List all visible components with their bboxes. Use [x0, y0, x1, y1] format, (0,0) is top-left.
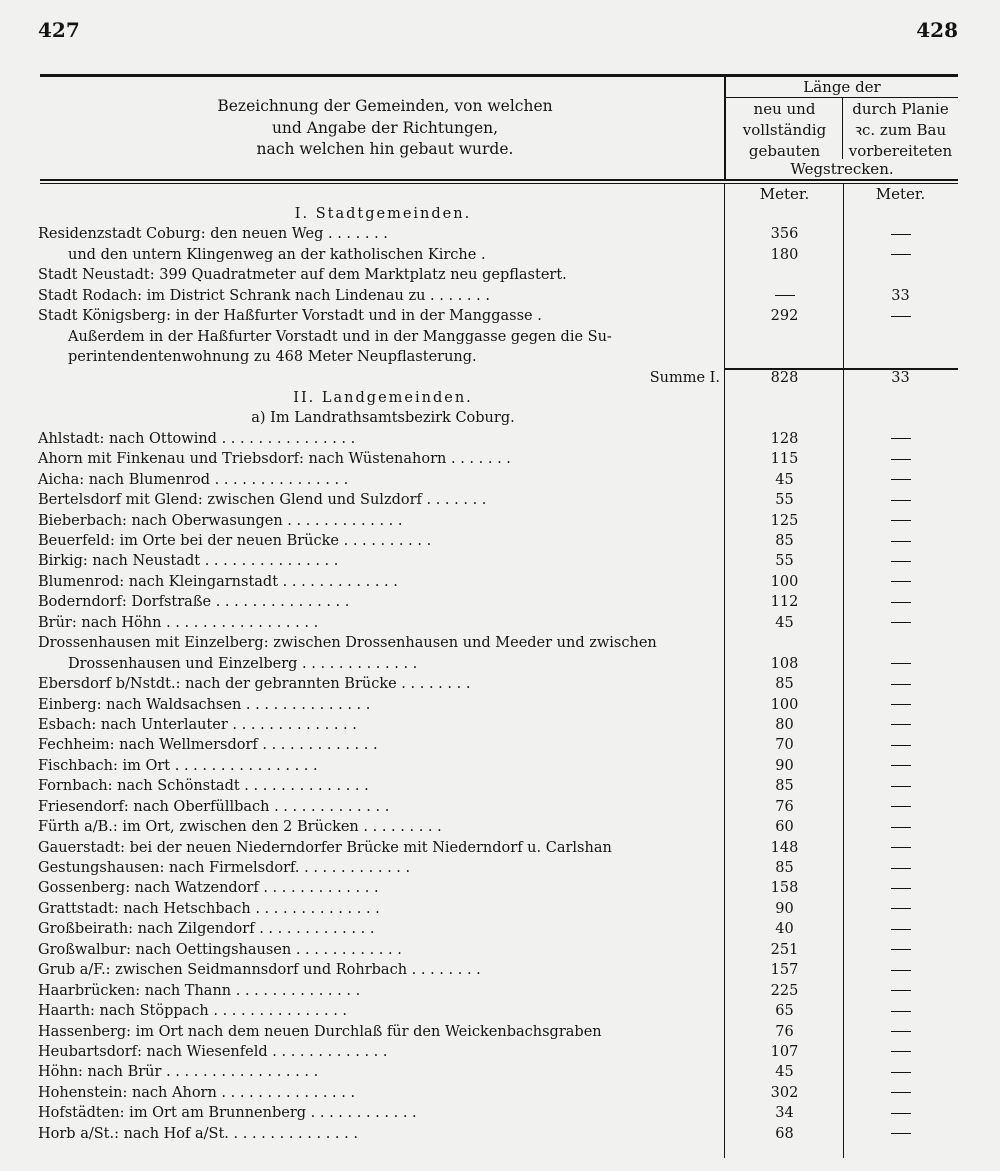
leader-dots: . . . . . . . . . . . . .: [269, 798, 390, 815]
leader-dots: . . . . . . . . . .: [339, 533, 432, 549]
table-body: [38, 204, 960, 1144]
meters-new-cell: 40: [775, 921, 794, 938]
leader-dots: . . . . . . .: [425, 287, 490, 304]
table-row: [38, 899, 960, 919]
dash-mark: [891, 234, 911, 235]
row-label: Fechheim: nach Wellmersdorf . . . . . . . . . . . . .: [38, 737, 378, 754]
meters-new-cell: 302: [770, 1084, 799, 1101]
leader-dots: . . . . . . . . . . . . .: [278, 573, 398, 590]
row-label: Großbeirath: nach Zilgendorf . . . . . . . . . . . . .: [38, 921, 375, 938]
table-row: [38, 224, 960, 244]
meters-new-cell: 85: [775, 778, 794, 795]
description-column-header: [60, 96, 710, 161]
dash-mark: [891, 1072, 911, 1073]
row-label: Stadt Königsberg: in der Haßfurter Vorstadt und in der Manggasse .: [38, 308, 542, 325]
meters-prepared-cell: [845, 470, 956, 490]
meters-prepared-cell: [845, 1022, 956, 1042]
dash-mark: [775, 295, 795, 296]
row-label: Grattstadt: nach Hetschbach . . . . . . . . . . . . . .: [38, 900, 380, 917]
leader-dots: . . . . . . . . . . . . . .: [227, 716, 357, 733]
table-row: [38, 878, 960, 898]
column-header-line: vollständig: [742, 121, 827, 139]
leader-dots: . . . . . . . . . . . . . .: [250, 900, 380, 917]
leader-dots: . . . . . . . . .: [358, 819, 442, 836]
table-row: [38, 1103, 960, 1123]
leader-dots: .: [532, 308, 542, 325]
dash-mark: [891, 724, 911, 725]
leader-dots: . . . . . . . .: [396, 676, 471, 693]
row-label: Fischbach: im Ort . . . . . . . . . . . . . . . .: [38, 757, 318, 774]
dash-mark: [891, 438, 911, 439]
meters-prepared-cell: [845, 756, 956, 776]
table-row: [38, 674, 960, 694]
row-label: II. Landgemeinden.: [293, 389, 473, 406]
header-bottom-rule: [40, 179, 958, 181]
row-label: Gauerstadt: bei der neuen Niederndorfer Brücke mit Niederndorf u. Carlshan: [38, 839, 612, 856]
table-row: [38, 633, 960, 653]
row-label: perintendentenwohnung zu 468 Meter Neupflasterung.: [68, 349, 477, 366]
table-row: [38, 981, 960, 1001]
leader-dots: . . . . . . . . . . . . .: [282, 512, 403, 529]
table-row: [38, 327, 960, 347]
meters-new-cell: 108: [770, 655, 799, 672]
leader-dots: . . . . . . . . . . . . .: [267, 1043, 388, 1060]
table-row: [38, 1083, 960, 1103]
meters-prepared-cell: [845, 919, 956, 939]
meters-prepared-cell: [845, 695, 956, 715]
meters-prepared-cell: [845, 572, 956, 592]
leader-dots: . . . . . . . . . . . . . . . . .: [161, 614, 319, 631]
row-label: Ebersdorf b/Nstdt.: nach der gebrannten Brücke . . . . . . . .: [38, 676, 471, 693]
dash-mark: [891, 704, 911, 705]
top-rule: [40, 74, 958, 77]
row-label: Hassenberg: im Ort nach dem neuen Durchlaß für den Weickenbachsgraben: [38, 1023, 602, 1040]
row-label: Haarbrücken: nach Thann . . . . . . . . . . . . . .: [38, 982, 361, 999]
meters-prepared-cell: [845, 245, 956, 265]
meters-prepared-cell: [845, 429, 956, 449]
dash-mark: [891, 929, 911, 930]
row-label: Großwalbur: nach Oettingshausen . . . . . . . . . . . .: [38, 941, 402, 958]
dash-mark: [891, 684, 911, 685]
table-row: [38, 572, 960, 592]
table-row: [38, 265, 960, 285]
meters-new-cell: 356: [770, 226, 799, 243]
row-label: Gossenberg: nach Watzendorf . . . . . . . . . . . . .: [38, 880, 379, 897]
meters-new-cell: 76: [775, 798, 794, 815]
meters-new-cell: 90: [775, 900, 794, 917]
table-row: [38, 838, 960, 858]
meters-prepared-cell: [845, 1042, 956, 1062]
row-label: Drossenhausen und Einzelberg . . . . . . . . . . . . .: [68, 655, 418, 672]
meters-prepared-cell: 33: [891, 287, 910, 304]
meters-new-cell: 34: [775, 1105, 794, 1122]
table-row: [38, 551, 960, 571]
dash-mark: [891, 561, 911, 562]
dash-mark: [891, 500, 911, 501]
unit-label-prepared: Meter.: [875, 185, 926, 203]
table-row: [38, 940, 960, 960]
dash-mark: [891, 970, 911, 971]
dash-mark: [891, 254, 911, 255]
leader-dots: . . . . . . . . . . . .: [299, 860, 411, 876]
row-label: Außerdem in der Haßfurter Vorstadt und in der Manggasse gegen die Su-: [68, 328, 612, 345]
meters-new-cell: 148: [770, 839, 799, 856]
meters-new-cell: 251: [770, 941, 799, 958]
table-row: [38, 245, 960, 265]
meters-new-cell: 55: [775, 553, 794, 570]
row-label: Stadt Rodach: im District Schrank nach Lindenau zu . . . . . . .: [38, 287, 490, 304]
meters-prepared-cell: [845, 306, 956, 326]
row-label: Stadt Neustadt: 399 Quadratmeter auf dem Marktplatz neu gepflastert.: [38, 267, 567, 284]
column-header-line: neu und: [753, 100, 816, 118]
meters-new-cell: 125: [770, 512, 799, 529]
meters-new-cell: [728, 286, 841, 306]
meters-new-cell: 45: [775, 614, 794, 631]
dash-mark: [891, 622, 911, 623]
table-row: [38, 1042, 960, 1062]
meters-prepared-cell: [845, 490, 956, 510]
leader-dots: . . . . . . . . . . . . .: [297, 655, 418, 672]
row-label: Aicha: nach Blumenrod . . . . . . . . . . . . . . .: [38, 471, 349, 488]
meters-new-cell: 45: [775, 471, 794, 488]
leader-dots: . . . . . . . . . . . . . .: [241, 696, 371, 713]
dash-mark: [891, 541, 911, 542]
page-number-left: 427: [38, 18, 80, 42]
row-label: Fornbach: nach Schönstadt . . . . . . . . . . . . . .: [38, 778, 369, 795]
leader-dots: .: [476, 246, 486, 263]
row-label: Esbach: nach Unterlauter . . . . . . . . . . . . . .: [38, 716, 357, 733]
meters-new-cell: 65: [775, 1003, 794, 1020]
meters-new-cell: 68: [775, 1125, 794, 1142]
leader-dots: . . . . . . .: [323, 226, 388, 243]
meters-prepared-cell: [845, 715, 956, 735]
table-row: [38, 429, 960, 449]
dash-mark: [891, 786, 911, 787]
dash-mark: [891, 602, 911, 603]
meters-new-cell: 45: [775, 1064, 794, 1081]
table-row: [38, 756, 960, 776]
meters-prepared-cell: [845, 899, 956, 919]
column-header-line: gebauten: [748, 142, 821, 160]
meters-new-cell: 85: [775, 533, 794, 549]
column-header-line: vorbereiteten: [848, 142, 953, 160]
row-label: Summe I.: [649, 369, 720, 386]
dash-mark: [891, 868, 911, 869]
dash-mark: [891, 663, 911, 664]
prepared-column-header: [845, 99, 956, 162]
dash-mark: [891, 745, 911, 746]
table-row: [38, 286, 960, 306]
table-row: [38, 470, 960, 490]
leader-dots: . . . . . . . . . . . . . . .: [216, 1084, 356, 1101]
leader-dots: . . . . . . . . . . . . . .: [239, 778, 369, 795]
table-row: [38, 449, 960, 469]
table-row: [38, 613, 960, 633]
meters-prepared-cell: [845, 1103, 956, 1123]
column-header-line: ꝛc. zum Bau: [854, 121, 947, 139]
meters-new-cell: 107: [770, 1043, 799, 1060]
dash-mark: [891, 1133, 911, 1134]
table-row: [38, 858, 960, 878]
table-row: [38, 511, 960, 531]
meters-prepared-cell: [845, 1062, 956, 1082]
dash-mark: [891, 888, 911, 889]
section-heading-row: [38, 388, 960, 408]
meters-prepared-cell: [845, 654, 956, 674]
length-column-footer: Wegstrecken.: [790, 160, 894, 178]
row-label: Heubartsdorf: nach Wiesenfeld . . . . . . . . . . . . .: [38, 1043, 388, 1060]
meters-new-cell: 100: [770, 573, 799, 590]
row-label: Boderndorf: Dorfstraße . . . . . . . . . . . . . . .: [38, 594, 350, 611]
meters-new-cell: 80: [775, 716, 794, 733]
leader-dots: . . . . . . . . . . . . . . .: [208, 1003, 348, 1020]
dash-mark: [891, 847, 911, 848]
row-label: und den untern Klingenweg an der katholischen Kirche .: [68, 246, 486, 263]
table-row: [38, 695, 960, 715]
meters-prepared-cell: [845, 674, 956, 694]
row-label: Fürth a/B.: im Ort, zwischen den 2 Brücken . . . . . . . . .: [38, 819, 442, 836]
table-row: [38, 1001, 960, 1021]
row-label: Hohenstein: nach Ahorn . . . . . . . . . . . . . . .: [38, 1084, 356, 1101]
subcolumn-divider-upper: [842, 97, 843, 159]
meters-new-cell: 85: [775, 676, 794, 693]
dash-mark: [891, 1011, 911, 1012]
meters-new-cell: 828: [770, 369, 799, 386]
dash-mark: [891, 520, 911, 521]
meters-new-cell: 112: [770, 594, 799, 611]
row-label: Friesendorf: nach Oberfüllbach . . . . . . . . . . . . .: [38, 798, 390, 815]
meters-new-cell: 76: [775, 1023, 794, 1040]
table-row: [38, 306, 960, 326]
meters-new-cell: 292: [770, 308, 799, 325]
description-header-line: und Angabe der Richtungen,: [271, 118, 499, 137]
meters-prepared-cell: [845, 449, 956, 469]
meters-prepared-cell: [845, 1083, 956, 1103]
row-label: Grub a/F.: zwischen Seidmannsdorf und Rohrbach . . . . . . . .: [38, 962, 481, 979]
leader-dots: . . . . . . .: [446, 451, 511, 468]
dash-mark: [891, 949, 911, 950]
leader-dots: . . . . . . . . . . . . . . . .: [170, 757, 318, 774]
table-row: [38, 960, 960, 980]
new-built-column-header: [728, 99, 841, 162]
meters-new-cell: 115: [770, 451, 799, 468]
leader-dots: . . . . . . . . . . . . .: [254, 921, 375, 938]
subtotal-row: [38, 368, 960, 388]
table-row: [38, 919, 960, 939]
leader-dots: . . . . . . . . . . . . . . .: [200, 553, 339, 570]
meters-prepared-cell: [845, 878, 956, 898]
table-row: [38, 735, 960, 755]
row-label: Beuerfeld: im Orte bei der neuen Brücke . . . . . . . . . .: [38, 533, 432, 549]
dash-mark: [891, 765, 911, 766]
leader-dots: . . . . . . . .: [407, 962, 481, 979]
page-number-right: 428: [916, 18, 958, 42]
meters-prepared-cell: [845, 1001, 956, 1021]
table-row: [38, 490, 960, 510]
dash-mark: [891, 806, 911, 807]
dash-mark: [891, 479, 911, 480]
dash-mark: [891, 1113, 911, 1114]
dash-mark: [891, 1051, 911, 1052]
row-label: Birkig: nach Neustadt . . . . . . . . . . . . . . .: [38, 553, 339, 570]
table-row: [38, 1022, 960, 1042]
row-label: Höhn: nach Brür . . . . . . . . . . . . . . . . .: [38, 1064, 319, 1081]
row-label: Ahorn mit Finkenau und Triebsdorf: nach Wüstenahorn . . . . . . .: [38, 451, 511, 468]
header-bottom-rule-2: [40, 183, 958, 184]
column-header-line: durch Planie: [852, 100, 949, 118]
row-label: Brür: nach Höhn . . . . . . . . . . . . . . . . .: [38, 614, 319, 631]
meters-prepared-cell: [845, 838, 956, 858]
unit-label-new: Meter.: [759, 185, 810, 203]
leader-dots: . . . . . . . . . . . . .: [258, 880, 379, 897]
row-label: Hofstädten: im Ort am Brunnenberg . . . . . . . . . . . .: [38, 1105, 417, 1122]
table-row: [38, 776, 960, 796]
meters-prepared-cell: 33: [891, 369, 910, 386]
meters-prepared-cell: [845, 613, 956, 633]
table-row: [38, 347, 960, 367]
meters-prepared-cell: [845, 735, 956, 755]
table-row: [38, 531, 960, 551]
description-header-line: Bezeichnung der Gemeinden, von welchen: [217, 97, 553, 115]
table-row: [38, 1124, 960, 1144]
meters-new-cell: 157: [770, 962, 799, 979]
meters-prepared-cell: [845, 511, 956, 531]
row-label: Bertelsdorf mit Glend: zwischen Glend und Sulzdorf . . . . . . .: [38, 492, 487, 509]
row-label: Horb a/St.: nach Hof a/St. . . . . . . . . . . . . . .: [38, 1125, 358, 1142]
meters-prepared-cell: [845, 776, 956, 796]
table-row: [38, 1062, 960, 1082]
leader-dots: . . . . . . .: [421, 492, 487, 509]
row-label: Residenzstadt Coburg: den neuen Weg . . . . . . .: [38, 226, 388, 243]
length-column-header: Länge der: [803, 78, 881, 96]
meters-new-cell: 158: [770, 880, 799, 897]
table-row: [38, 817, 960, 837]
meters-prepared-cell: [845, 1124, 956, 1144]
row-label: I. Stadtgemeinden.: [294, 206, 472, 222]
leader-dots: . . . . . . . . . . . .: [291, 941, 402, 958]
meters-new-cell: 225: [770, 982, 799, 999]
meters-new-cell: 70: [775, 737, 794, 754]
dash-mark: [891, 316, 911, 317]
leader-dots: . . . . . . . . . . . . . .: [231, 982, 361, 999]
meters-prepared-cell: [845, 858, 956, 878]
row-label: Gestungshausen: nach Firmelsdorf. . . . . . . . . . . . .: [38, 860, 411, 876]
row-label: Haarth: nach Stöppach . . . . . . . . . . . . . . .: [38, 1003, 348, 1020]
dash-mark: [891, 581, 911, 582]
meters-new-cell: 128: [770, 430, 799, 447]
table-row: [38, 797, 960, 817]
leader-dots: . . . . . . . . . . . . . . .: [211, 594, 350, 611]
dash-mark: [891, 990, 911, 991]
meters-prepared-cell: [845, 817, 956, 837]
meters-new-cell: 55: [775, 492, 794, 509]
leader-dots: . . . . . . . . . . . . . .: [228, 1125, 358, 1142]
meters-prepared-cell: [845, 551, 956, 571]
row-label: Ahlstadt: nach Ottowind . . . . . . . . . . . . . . .: [38, 430, 356, 447]
dash-mark: [891, 908, 911, 909]
row-label: Bieberbach: nach Oberwasungen . . . . . . . . . . . . .: [38, 512, 403, 529]
meters-prepared-cell: [845, 960, 956, 980]
meters-new-cell: 85: [775, 860, 794, 876]
meters-prepared-cell: [845, 592, 956, 612]
table-row: [38, 715, 960, 735]
leader-dots: . . . . . . . . . . . . . . .: [210, 471, 349, 488]
leader-dots: . . . . . . . . . . . . . . .: [216, 430, 356, 447]
meters-prepared-cell: [845, 797, 956, 817]
header-column-divider: [724, 76, 726, 180]
row-label: a) Im Landrathsamtsbezirk Coburg.: [251, 410, 515, 427]
row-label: Drossenhausen mit Einzelberg: zwischen Drossenhausen und Meeder und zwischen: [38, 635, 657, 652]
leader-dots: . . . . . . . . . . . . .: [257, 737, 378, 754]
meters-new-cell: 180: [770, 246, 799, 263]
table-row: [38, 592, 960, 612]
leader-dots: . . . . . . . . . . . .: [306, 1105, 417, 1122]
meters-new-cell: 90: [775, 757, 794, 774]
meters-prepared-cell: [845, 940, 956, 960]
subsection-heading-row: [38, 408, 960, 428]
dash-mark: [891, 1031, 911, 1032]
meters-prepared-cell: [845, 981, 956, 1001]
row-label: Blumenrod: nach Kleingarnstadt . . . . . . . . . . . . .: [38, 573, 398, 590]
meters-new-cell: 100: [770, 696, 799, 713]
dash-mark: [891, 827, 911, 828]
meters-prepared-cell: [845, 224, 956, 244]
table-row: [38, 654, 960, 674]
dash-mark: [891, 459, 911, 460]
row-label: Einberg: nach Waldsachsen . . . . . . . . . . . . . .: [38, 696, 371, 713]
meters-prepared-cell: [845, 531, 956, 551]
dash-mark: [891, 1092, 911, 1093]
description-header-line: nach welchen hin gebaut wurde.: [256, 140, 514, 158]
meters-new-cell: 60: [775, 819, 794, 836]
leader-dots: . . . . . . . . . . . . . . . . .: [161, 1064, 319, 1081]
section-heading-row: [38, 204, 960, 224]
